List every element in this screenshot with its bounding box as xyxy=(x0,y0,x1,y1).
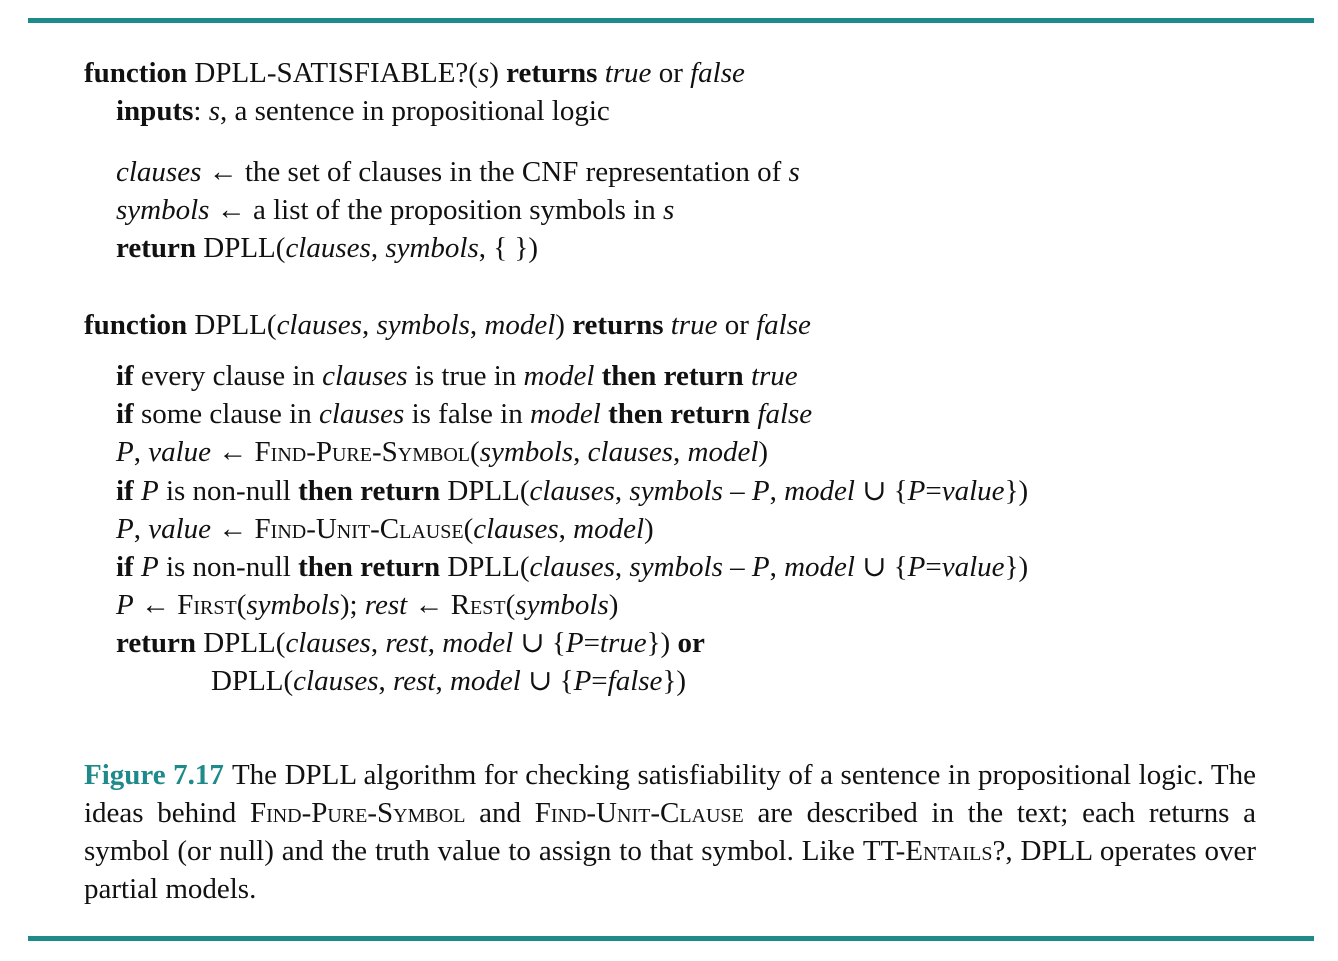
variable: clauses xyxy=(318,398,405,430)
first-rest-line xyxy=(116,586,618,624)
variable: P xyxy=(140,475,159,507)
value: true xyxy=(604,57,652,89)
caption-func-name: Find-Pure-Symbol xyxy=(249,797,466,829)
keyword: or xyxy=(677,627,705,659)
text: ← xyxy=(211,436,255,468)
text: ∪ { xyxy=(520,665,574,697)
text: , xyxy=(435,665,450,697)
text: – xyxy=(722,475,752,507)
keyword: return xyxy=(116,627,197,659)
if-some-clause-false-line xyxy=(116,395,812,433)
variable: clauses xyxy=(473,513,559,545)
text: ( xyxy=(470,436,480,468)
param: clauses xyxy=(276,309,362,341)
variable: symbols xyxy=(479,436,574,468)
func-name: Rest xyxy=(450,589,506,621)
func-name: Find-Pure-Symbol xyxy=(254,436,471,468)
keyword: then return xyxy=(608,398,751,430)
value: false xyxy=(757,398,813,430)
text: ) xyxy=(644,513,654,545)
text: DPLL( xyxy=(440,475,530,507)
inputs-line xyxy=(116,92,610,130)
text: is non-null xyxy=(158,551,299,583)
variable: clauses xyxy=(529,475,615,507)
text: = xyxy=(925,475,942,507)
text xyxy=(663,309,670,341)
param: symbols xyxy=(376,309,470,341)
value: true xyxy=(670,309,718,341)
figure-caption xyxy=(84,756,1256,908)
text: }) xyxy=(1004,551,1029,583)
text: }) xyxy=(1004,475,1029,507)
text: , xyxy=(370,627,386,659)
text: ( xyxy=(505,589,516,621)
text: , xyxy=(361,309,377,341)
text: ∪ { xyxy=(513,627,566,659)
caption-text: , DPLL operates over partial models. xyxy=(84,835,1256,905)
variable: s xyxy=(662,194,675,226)
text: is non-null xyxy=(158,475,299,507)
text: = xyxy=(925,551,942,583)
variable: model xyxy=(529,398,601,430)
text: some clause in xyxy=(133,398,319,430)
variable: clauses xyxy=(322,360,408,392)
text: DPLL( xyxy=(211,665,294,697)
text: or xyxy=(651,57,691,89)
variable: value xyxy=(941,475,1005,507)
variable: s xyxy=(788,156,800,188)
value: true xyxy=(599,627,647,659)
keyword: function xyxy=(84,309,188,341)
top-rule xyxy=(28,18,1314,23)
variable: P xyxy=(565,627,584,659)
text: , xyxy=(573,436,588,468)
return-branch-false-line xyxy=(211,662,686,700)
variable: model xyxy=(523,360,595,392)
text: ); xyxy=(339,589,365,621)
variable: clauses xyxy=(587,436,674,468)
text: , xyxy=(370,232,386,264)
variable: value xyxy=(148,513,212,545)
variable: rest xyxy=(393,665,436,697)
variable: P xyxy=(751,551,770,583)
keyword: if xyxy=(116,398,134,430)
value: true xyxy=(750,360,798,392)
keyword: returns xyxy=(506,57,598,89)
text: }) xyxy=(646,627,678,659)
text: ∪ { xyxy=(854,475,908,507)
return-branch-true-line xyxy=(116,624,705,662)
variable: symbols xyxy=(116,194,210,226)
text: = xyxy=(591,665,608,697)
if-unit-clause-return-line xyxy=(116,548,1028,586)
bottom-rule xyxy=(28,936,1314,941)
func-name-prefix: DPLL-S xyxy=(187,57,293,89)
text: , { }) xyxy=(478,232,539,264)
text: , xyxy=(558,513,574,545)
text: , xyxy=(133,436,149,468)
text: ) xyxy=(608,589,619,621)
caption-text: The DPLL algorithm for checking satisfiability of a sentence in propositional logic. The ideas behind xyxy=(84,759,1256,829)
func-dpll-satisfiable-header xyxy=(84,54,745,92)
text: is false in xyxy=(404,398,530,430)
text xyxy=(134,551,141,583)
text: , xyxy=(769,475,785,507)
text: ← xyxy=(211,513,255,545)
if-pure-symbol-return-line xyxy=(116,472,1028,510)
text: , xyxy=(769,551,785,583)
text: , xyxy=(378,665,394,697)
text: – xyxy=(722,551,752,583)
keyword: inputs xyxy=(116,95,194,127)
variable: P xyxy=(751,475,770,507)
text: }) xyxy=(662,665,687,697)
variable: symbols xyxy=(515,589,609,621)
caption-text: and xyxy=(465,797,535,829)
func-name-smallcaps: ATISFIABLE xyxy=(292,57,456,89)
text: , xyxy=(673,436,688,468)
variable: P xyxy=(116,436,134,468)
variable: P xyxy=(907,551,926,583)
func-name: First xyxy=(177,589,237,621)
variable: symbols xyxy=(629,551,723,583)
text: ?( xyxy=(455,57,478,89)
func-dpll-header xyxy=(84,306,811,344)
variable: clauses xyxy=(285,232,371,264)
text xyxy=(134,475,141,507)
variable: model xyxy=(687,436,759,468)
text: is true in xyxy=(407,360,524,392)
caption-func-name: Find-Unit-Clause xyxy=(534,797,744,829)
variable: P xyxy=(907,475,926,507)
keyword: then return xyxy=(298,475,441,507)
text: or xyxy=(717,309,757,341)
find-pure-symbol-line xyxy=(116,433,768,471)
caption-text: are described in the text; each returns a symbol (or null) and the truth value to assign to that symbol. Like xyxy=(84,797,1257,867)
variable: model xyxy=(784,551,855,583)
text: ) xyxy=(555,309,573,341)
value: false xyxy=(690,57,745,89)
symbols-assign-line xyxy=(116,191,674,229)
text: DPLL( xyxy=(187,309,277,341)
text: DPLL( xyxy=(440,551,530,583)
keyword: return xyxy=(116,232,197,264)
text: , xyxy=(133,513,149,545)
variable: clauses xyxy=(293,665,379,697)
text xyxy=(744,360,751,392)
keyword: returns xyxy=(572,309,664,341)
text: ← the set of clauses in the CNF representation of xyxy=(201,156,789,188)
variable: model xyxy=(784,475,855,507)
variable: model xyxy=(449,665,521,697)
keyword: function xyxy=(84,57,188,89)
variable: symbols xyxy=(385,232,479,264)
param: s xyxy=(477,57,490,89)
text: , xyxy=(469,309,485,341)
text: ( xyxy=(463,513,474,545)
keyword: then return xyxy=(601,360,744,392)
text: , a sentence in propositional logic xyxy=(220,95,610,127)
text xyxy=(597,57,604,89)
clauses-assign-line xyxy=(116,153,800,191)
text: DPLL( xyxy=(196,627,286,659)
text: ) xyxy=(489,57,507,89)
value: false xyxy=(756,309,811,341)
keyword: if xyxy=(116,551,134,583)
text xyxy=(594,360,601,392)
keyword: then return xyxy=(298,551,441,583)
variable: P xyxy=(140,551,159,583)
variable: symbols xyxy=(246,589,340,621)
return-dpll-line xyxy=(116,229,538,267)
param: model xyxy=(484,309,556,341)
find-unit-clause-line xyxy=(116,510,654,548)
caption-func-name: TT-Entails? xyxy=(862,835,1006,867)
variable: model xyxy=(573,513,644,545)
value: false xyxy=(607,665,663,697)
text: ← xyxy=(133,589,178,621)
variable: value xyxy=(941,551,1005,583)
text: , xyxy=(427,627,443,659)
variable: clauses xyxy=(529,551,615,583)
variable: P xyxy=(116,589,134,621)
variable: model xyxy=(442,627,514,659)
text: ← a list of the proposition symbols in xyxy=(209,194,663,226)
variable: P xyxy=(573,665,592,697)
text: , xyxy=(614,475,630,507)
if-every-clause-true-line xyxy=(116,357,798,395)
variable: rest xyxy=(385,627,428,659)
text: ∪ { xyxy=(854,551,908,583)
variable: value xyxy=(148,436,212,468)
text: every clause in xyxy=(133,360,323,392)
func-name: Find-Unit-Clause xyxy=(254,513,464,545)
text: , xyxy=(614,551,630,583)
param: s xyxy=(208,95,220,127)
variable: P xyxy=(116,513,134,545)
text: = xyxy=(583,627,600,659)
text: : xyxy=(193,95,209,127)
text: ( xyxy=(236,589,247,621)
variable: rest xyxy=(364,589,408,621)
text: ) xyxy=(758,436,769,468)
figure-label: Figure 7.17 xyxy=(84,759,224,791)
keyword: if xyxy=(116,360,134,392)
variable: symbols xyxy=(629,475,723,507)
keyword: if xyxy=(116,475,134,507)
variable: clauses xyxy=(285,627,371,659)
text: DPLL( xyxy=(196,232,286,264)
text: ← xyxy=(407,589,451,621)
variable: clauses xyxy=(116,156,202,188)
